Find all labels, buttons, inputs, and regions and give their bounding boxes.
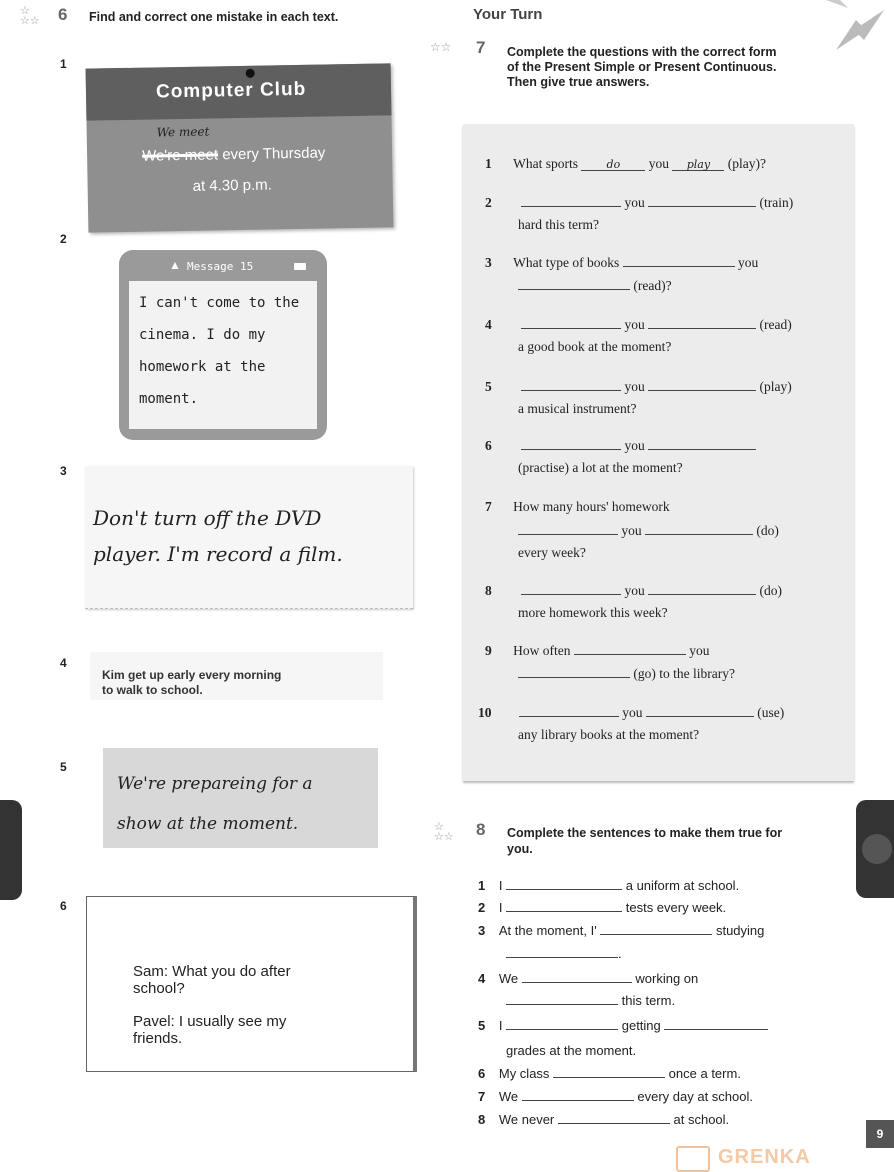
exercise-instruction: you. — [507, 842, 533, 856]
handwritten-correction: We meet — [156, 124, 210, 140]
answer-blank[interactable] — [506, 899, 622, 912]
exercise-instruction: Complete the sentences to make them true for — [507, 826, 783, 840]
sentence-5: 5 I getting — [478, 1017, 768, 1033]
message-line: homework at the — [139, 359, 266, 375]
answer-blank[interactable] — [506, 992, 618, 1005]
sentence-4: 4 We working on — [478, 971, 699, 986]
question-continuation: a good book at the moment? — [518, 339, 672, 354]
answer-blank[interactable] — [664, 1017, 768, 1030]
phone-header: ▲ Message 15 — [129, 258, 317, 278]
pin-icon — [246, 69, 255, 78]
left-side-tab — [0, 800, 22, 900]
dialogue-line: Pavel: I usually see my — [133, 1013, 287, 1030]
question-1: 1 What sports do you play (play)? — [485, 156, 766, 171]
answer-blank[interactable] — [558, 1111, 670, 1124]
envelope-icon: ▲ — [169, 258, 181, 272]
exercise-instruction: Complete the questions with the correct form — [507, 45, 777, 59]
dialogue-line: friends. — [133, 1030, 183, 1047]
exercise-instruction: Find and correct one mistake in each text. — [89, 10, 339, 24]
answer-blank[interactable] — [518, 665, 630, 678]
answer-blank[interactable] — [648, 378, 756, 391]
exercise-number: 8 — [476, 820, 486, 839]
item-number: 4 — [60, 656, 67, 670]
text-line: to walk to school. — [102, 683, 203, 697]
answer-blank[interactable] — [646, 704, 754, 717]
question-10: 10 you (use) — [478, 705, 785, 720]
exercise-instruction: of the Present Simple or Present Continuous. — [507, 60, 777, 74]
item-number: 3 — [60, 464, 67, 478]
answer-blank[interactable] — [648, 194, 756, 207]
note-line: Don't turn off the DVD — [93, 506, 322, 530]
phone-screen — [129, 281, 317, 429]
sentence-3: 3 At the moment, I' studying — [478, 923, 765, 938]
answer-blank[interactable]: play — [672, 158, 724, 171]
answer-blank[interactable] — [645, 522, 753, 535]
answer-blank[interactable] — [648, 437, 756, 450]
question-continuation: (read)? — [518, 277, 672, 294]
answer-blank[interactable] — [623, 254, 735, 267]
question-5: 5 you (play) — [485, 379, 792, 394]
answer-blank[interactable] — [506, 1017, 618, 1030]
question-2: 2 you (train) — [485, 195, 794, 210]
answer-blank[interactable] — [521, 378, 621, 391]
question-continuation: any library books at the moment? — [518, 727, 700, 742]
watermark-logo — [668, 1144, 856, 1168]
sentence-3-continuation: . — [506, 945, 622, 961]
exercise-instruction: Then give true answers. — [507, 75, 650, 89]
answer-blank[interactable] — [506, 877, 622, 890]
section-heading: Your Turn — [473, 6, 543, 23]
battery-icon — [294, 263, 306, 270]
answer-blank[interactable] — [574, 642, 686, 655]
sign-header — [86, 63, 392, 120]
message-line: cinema. I do my — [139, 327, 266, 343]
question-continuation: (go) to the library? — [518, 665, 735, 682]
answer-blank[interactable]: do — [581, 158, 645, 171]
question-continuation: every week? — [518, 545, 586, 560]
handwritten-note — [103, 748, 378, 848]
phone-message — [119, 250, 327, 440]
note-line: show at the moment. — [117, 814, 299, 834]
message-line: moment. — [139, 391, 199, 407]
answer-blank[interactable] — [648, 582, 756, 595]
question-6: 6 you — [485, 437, 756, 454]
sentence-4-continuation: this term. — [506, 992, 675, 1008]
sentence-7: 7 We every day at school. — [478, 1089, 753, 1104]
answer-blank[interactable] — [506, 945, 618, 958]
computer-club-sign — [86, 63, 394, 232]
item-number: 5 — [60, 760, 67, 774]
answer-blank[interactable] — [521, 316, 621, 329]
sentence-5-continuation: grades at the moment. — [506, 1043, 637, 1058]
corner-arrow-icon — [826, 0, 894, 60]
answer-blank[interactable] — [521, 437, 621, 450]
question-8: 8 you (do) — [485, 583, 782, 598]
answer-blank[interactable] — [519, 704, 619, 717]
sign-title: Computer Club — [155, 78, 307, 103]
text-box — [90, 652, 383, 700]
answer-blank[interactable] — [518, 277, 630, 290]
star-rating-icon: ☆ ☆☆ — [20, 5, 40, 27]
answer-blank[interactable] — [521, 582, 621, 595]
answer-blank[interactable] — [522, 970, 632, 983]
question-3: 3 What type of books you — [485, 255, 759, 270]
answer-blank[interactable] — [522, 1088, 634, 1101]
note-line: player. I'm record a film. — [93, 542, 343, 566]
sentence-2: 2 I tests every week. — [478, 900, 727, 915]
question-continuation: a musical instrument? — [518, 401, 637, 416]
sentence-1: 1 I a uniform at school. — [478, 878, 740, 893]
sign-line1: We're meet every Thursday — [141, 144, 326, 165]
dialogue-line: Sam: What you do after — [133, 963, 291, 980]
dialogue-box — [86, 896, 417, 1072]
question-4: 4 you (read) — [485, 317, 792, 332]
page-number: 9 — [866, 1120, 894, 1148]
right-side-tab — [856, 800, 894, 898]
question-continuation: hard this term? — [518, 217, 599, 232]
item-number: 2 — [60, 232, 67, 246]
sentence-8: 8 We never at school. — [478, 1112, 730, 1127]
sentence-6: 6 My class once a term. — [478, 1066, 741, 1081]
text-line: Kim get up early every morning — [102, 668, 282, 682]
question-7: 7 How many hours' homework — [485, 499, 670, 514]
watermark-text: GRENKA — [718, 1146, 811, 1168]
question-continuation: you (do) — [518, 522, 838, 539]
question-continuation: more homework this week? — [518, 605, 668, 620]
exercise-number: 7 — [476, 38, 486, 57]
question-continuation: (practise) a lot at the moment? — [518, 460, 683, 475]
star-rating-icon: ☆☆ — [430, 40, 452, 54]
sign-line2: at 4.30 p.m. — [192, 176, 273, 195]
question-9: 9 How often you — [485, 643, 710, 658]
answer-blank[interactable] — [521, 194, 621, 207]
message-line: I can't come to the — [139, 295, 300, 311]
answer-blank[interactable] — [600, 922, 712, 935]
exercise-number: 6 — [58, 5, 68, 24]
side-tab-circle-icon — [862, 834, 892, 864]
watermark-face-icon — [676, 1146, 710, 1172]
answer-blank[interactable] — [648, 316, 756, 329]
struck-text: We're meet — [141, 146, 219, 165]
item-number: 6 — [60, 899, 67, 913]
handwritten-note — [85, 466, 413, 609]
star-rating-icon: ☆ ☆☆ — [434, 821, 454, 843]
dialogue-line: school? — [133, 980, 185, 997]
answer-blank[interactable] — [553, 1065, 665, 1078]
answer-blank[interactable] — [518, 522, 618, 535]
note-line: We're prepareing for a — [117, 774, 313, 794]
item-number: 1 — [60, 57, 67, 71]
